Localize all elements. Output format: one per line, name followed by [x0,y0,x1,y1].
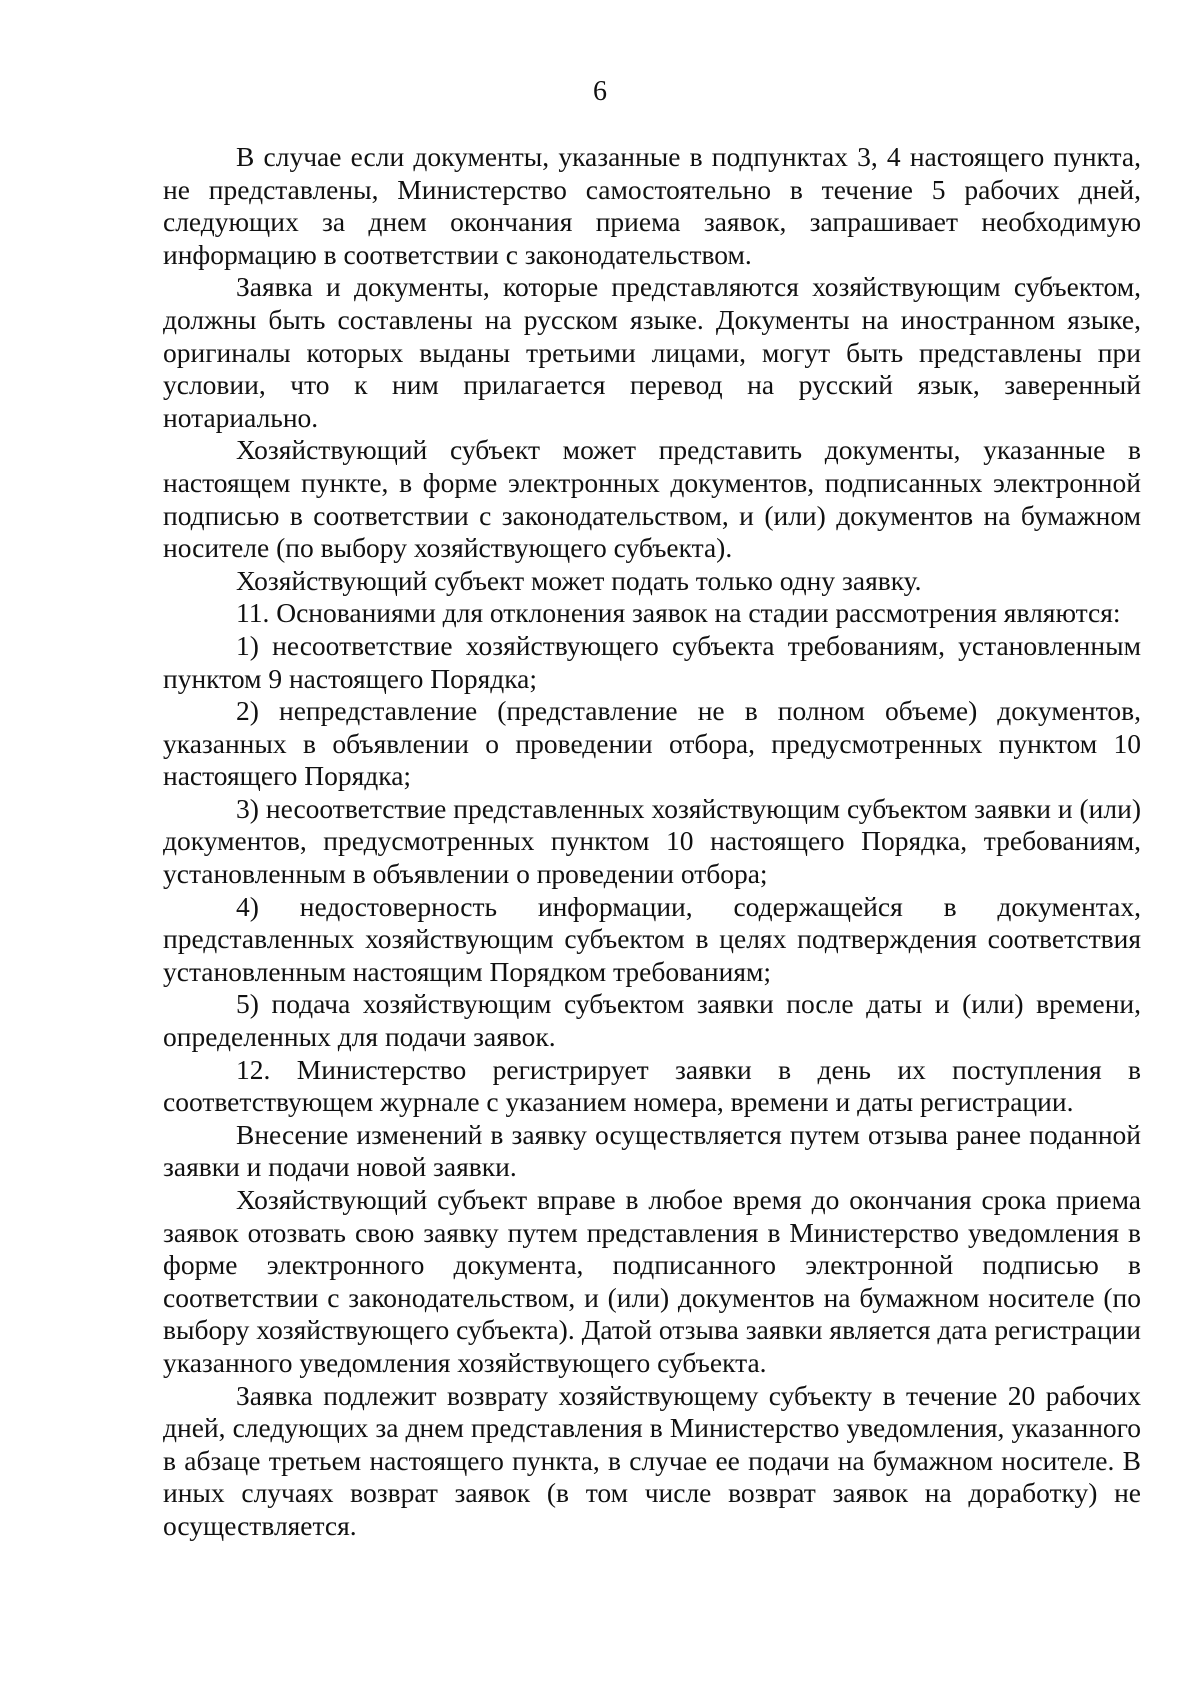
paragraph-application-changes: Внесение изменений в заявку осуществляется путем отзыва ранее поданной заявки и подачи новой заявки. [163,1118,1141,1183]
paragraph-electronic-documents: Хозяйствующий субъект может представить документы, указанные в настоящем пункте, в форме электронных документов, подписанных электронной подписью в соответствии с законодательством, и (или) документов на бумажном носителе (по выбору хозяйствующего субъекта). [163,434,1141,564]
paragraph-application-withdrawal: Хозяйствующий субъект вправе в любое время до окончания срока приема заявок отозвать свою заявку путем представления в Министерство уведомления в форме электронного документа, подписанного электронной подписью в соответствии с законодательством, и (или) документов на бумажном носителе (по выбору хозяйствующего субъекта). Датой отзыва заявки является дата регистрации указанного уведомления хозяйствующего субъекта. [163,1184,1141,1378]
list-item-rejection-4: 4) недостоверность информации, содержащейся в документах, представленных хозяйствующим субъектом в целях подтверждения соответствия установленным настоящим Порядком требованиям; [163,890,1141,987]
list-item-rejection-3: 3) несоответствие представленных хозяйствующим субъектом заявки и (или) документов, предусмотренных пунктом 10 настоящего Порядка, требованиям, установленным в объявлении о проведении отбора; [163,792,1141,890]
paragraph-single-application: Хозяйствующий субъект может подать только одну заявку. [236,564,922,596]
list-item-rejection-2: 2) непредставление (представление не в полном объеме) документов, указанных в объявлении о проведении отбора, предусмотренных пунктом 10 настоящего Порядка; [163,695,1141,792]
page-number: 6 [593,76,607,107]
paragraph-application-return: Заявка подлежит возврату хозяйствующему субъекту в течение 20 рабочих дней, следующих за днем представления в Министерство уведомления, указанного в абзаце третьем настоящего пункта, в случае ее подачи на бумажном носителе. В иных случаях возврат заявок (в том числе возврат заявок на доработку) не осуществляется. [163,1379,1141,1541]
paragraph-missing-documents: В случае если документы, указанные в подпунктах 3, 4 настоящего пункта, не представлены, Министерство самостоятельно в течение 5 рабочих дней, следующих за днем окончания приема заявок, запрашивает необходимую информацию в соответствии с законодательством. [163,141,1141,270]
paragraph-section-11-heading: 11. Основаниями для отклонения заявок на стадии рассмотрения являются: [236,597,1121,629]
paragraph-language-requirements: Заявка и документы, которые представляются хозяйствующим субъектом, должны быть составлены на русском языке. Документы на иностранном языке, оригиналы которых выданы третьими лицами, могут быть представлены при условии, что к ним прилагается перевод на русский язык, заверенный нотариально. [163,271,1141,433]
list-item-rejection-1: 1) несоответствие хозяйствующего субъекта требованиям, установленным пунктом 9 настоящего Порядка; [163,629,1141,694]
paragraph-section-12-registration: 12. Министерство регистрирует заявки в день их поступления в соответствующем журнале с указанием номера, времени и даты регистрации. [163,1053,1141,1118]
list-item-rejection-5: 5) подача хозяйствующим субъектом заявки после даты и (или) времени, определенных для подачи заявок. [163,988,1141,1053]
document-body [163,141,1141,1543]
